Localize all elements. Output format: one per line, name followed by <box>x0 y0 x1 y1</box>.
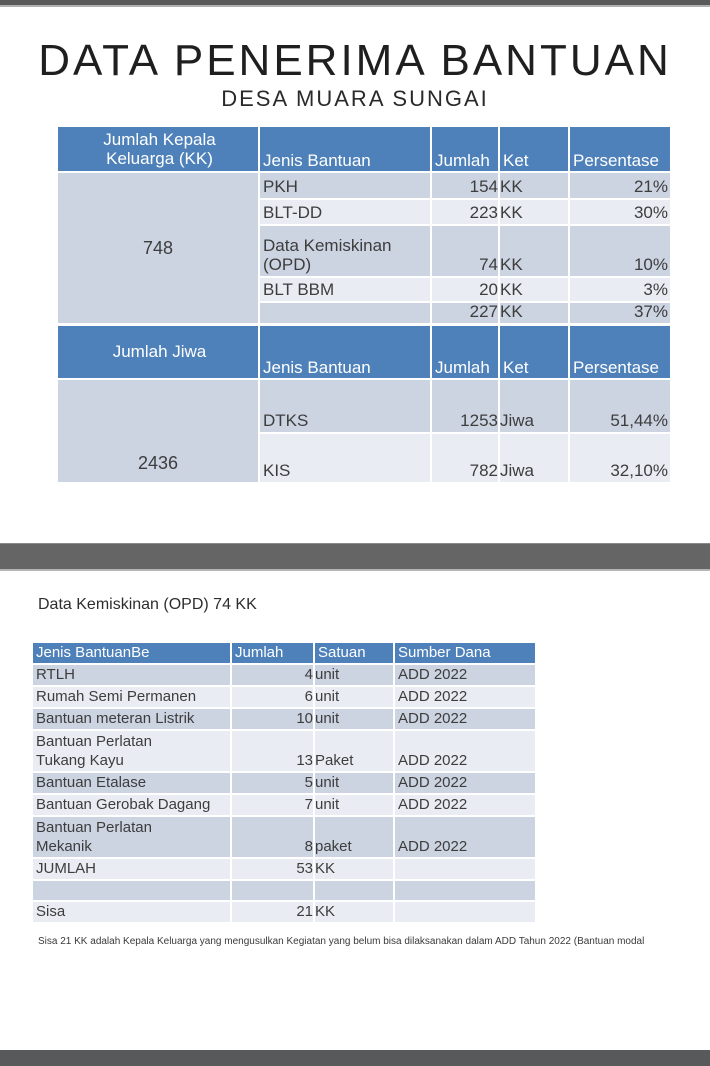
table-cell: Bantuan Etalase <box>33 773 230 793</box>
page-title: DATA PENERIMA BANTUAN <box>38 36 672 85</box>
table-cell: 782 <box>432 434 498 482</box>
table-cell: 37% <box>570 303 670 323</box>
table-cell: unit <box>315 709 393 729</box>
table-cell: 74 <box>432 226 498 276</box>
kk-col1-header <box>58 127 258 171</box>
jiwa-header-jumlah: Jumlah <box>432 326 498 378</box>
table-cell <box>33 817 230 857</box>
table-cell: 10 <box>232 709 313 729</box>
table-cell <box>395 881 535 900</box>
table-cell <box>33 731 230 771</box>
table-cell: BLT-DD <box>260 200 430 224</box>
table-cell <box>260 303 430 323</box>
kk-col1-header-line1: Jumlah Kepala <box>103 129 216 149</box>
table-cell: paket <box>315 817 393 857</box>
table-cell <box>260 226 430 276</box>
cell-line2: Tukang Kayu <box>36 751 124 769</box>
cell-line1: Bantuan Perlatan <box>36 733 152 751</box>
table-cell: 21% <box>570 173 670 198</box>
cell-line2: Mekanik <box>36 837 92 855</box>
table-cell: unit <box>315 687 393 707</box>
jiwa-col1-header-text: Jumlah Jiwa <box>112 342 207 362</box>
jiwa-header-ket: Ket <box>500 326 568 378</box>
table-cell: ADD 2022 <box>395 731 535 771</box>
table-cell: Jiwa <box>500 434 568 482</box>
table-cell: unit <box>315 795 393 815</box>
table-cell: 13 <box>232 731 313 771</box>
table-cell: KK <box>500 173 568 198</box>
table-cell: KK <box>500 200 568 224</box>
jiwa-header-persentase: Persentase <box>570 326 670 378</box>
kk-header-ket: Ket <box>500 127 568 171</box>
table-cell: 20 <box>432 278 498 301</box>
table-cell: 4 <box>232 665 313 685</box>
opd-header-sumber: Sumber Dana <box>395 643 535 663</box>
table-cell <box>315 881 393 900</box>
table-cell: ADD 2022 <box>395 795 535 815</box>
table-cell: 223 <box>432 200 498 224</box>
table-cell: Rumah Semi Permanen <box>33 687 230 707</box>
bottom-window-bar <box>0 1050 710 1066</box>
table-cell: ADD 2022 <box>395 665 535 685</box>
jiwa-col1-header <box>58 326 258 378</box>
table-cell: 30% <box>570 200 670 224</box>
table-cell: 51,44% <box>570 380 670 432</box>
cell-line1: Bantuan Perlatan <box>36 819 152 837</box>
table-cell: DTKS <box>260 380 430 432</box>
table-cell: Paket <box>315 731 393 771</box>
table-cell: 53 <box>232 859 313 879</box>
kk-total-cell: 748 <box>58 173 258 323</box>
table-cell <box>395 859 535 879</box>
table-cell: 10% <box>570 226 670 276</box>
page-subtitle: DESA MUARA SUNGAI <box>221 86 489 111</box>
jiwa-total-cell: 2436 <box>58 380 258 482</box>
table-cell: ADD 2022 <box>395 817 535 857</box>
table-cell: 21 <box>232 902 313 922</box>
table-cell: Sisa <box>33 902 230 922</box>
top-window-bar <box>0 0 710 7</box>
table-cell <box>395 902 535 922</box>
jiwa-table <box>58 326 670 482</box>
table-cell: 227 <box>432 303 498 323</box>
table-cell <box>232 881 313 900</box>
table-cell: JUMLAH <box>33 859 230 879</box>
table-cell: 5 <box>232 773 313 793</box>
table-cell: unit <box>315 773 393 793</box>
opd-table <box>33 643 535 922</box>
table-cell: 1253 <box>432 380 498 432</box>
table-cell: RTLH <box>33 665 230 685</box>
cell-line1: Data Kemiskinan <box>263 235 392 255</box>
table-cell: 7 <box>232 795 313 815</box>
table-cell: KK <box>315 902 393 922</box>
table-cell: Jiwa <box>500 380 568 432</box>
opd-section-heading: Data Kemiskinan (OPD) 74 KK <box>38 596 257 613</box>
kk-col1-header-line2: Keluarga (KK) <box>106 149 213 168</box>
opd-header-jenis: Jenis BantuanBe <box>33 643 230 663</box>
table-footnote: Sisa 21 KK adalah Kepala Keluarga yang mengusulkan Kegiatan yang belum bisa dilaksanakan dalam ADD Tahun 2022 (Bantuan modal <box>38 936 645 947</box>
page-divider-bar <box>0 543 710 571</box>
table-cell: KK <box>315 859 393 879</box>
jiwa-header-jenis: Jenis Bantuan <box>260 326 430 378</box>
opd-header-satuan: Satuan <box>315 643 393 663</box>
kk-header-jenis: Jenis Bantuan <box>260 127 430 171</box>
kk-table <box>58 127 670 323</box>
table-cell: ADD 2022 <box>395 687 535 707</box>
table-cell: KK <box>500 303 568 323</box>
table-cell: KK <box>500 226 568 276</box>
table-cell: unit <box>315 665 393 685</box>
table-cell: ADD 2022 <box>395 709 535 729</box>
cell-line2: (OPD) <box>263 255 312 275</box>
table-cell: Bantuan meteran Listrik <box>33 709 230 729</box>
opd-header-jumlah: Jumlah <box>232 643 313 663</box>
table-cell: BLT BBM <box>260 278 430 301</box>
table-cell: 3% <box>570 278 670 301</box>
table-cell: ADD 2022 <box>395 773 535 793</box>
table-cell: KIS <box>260 434 430 482</box>
table-cell: KK <box>500 278 568 301</box>
table-cell: 154 <box>432 173 498 198</box>
table-cell: 32,10% <box>570 434 670 482</box>
kk-header-persentase: Persentase <box>570 127 670 171</box>
table-cell <box>33 881 230 900</box>
kk-header-jumlah: Jumlah <box>432 127 498 171</box>
table-cell: PKH <box>260 173 430 198</box>
table-cell: 8 <box>232 817 313 857</box>
table-cell: Bantuan Gerobak Dagang <box>33 795 230 815</box>
table-cell: 6 <box>232 687 313 707</box>
